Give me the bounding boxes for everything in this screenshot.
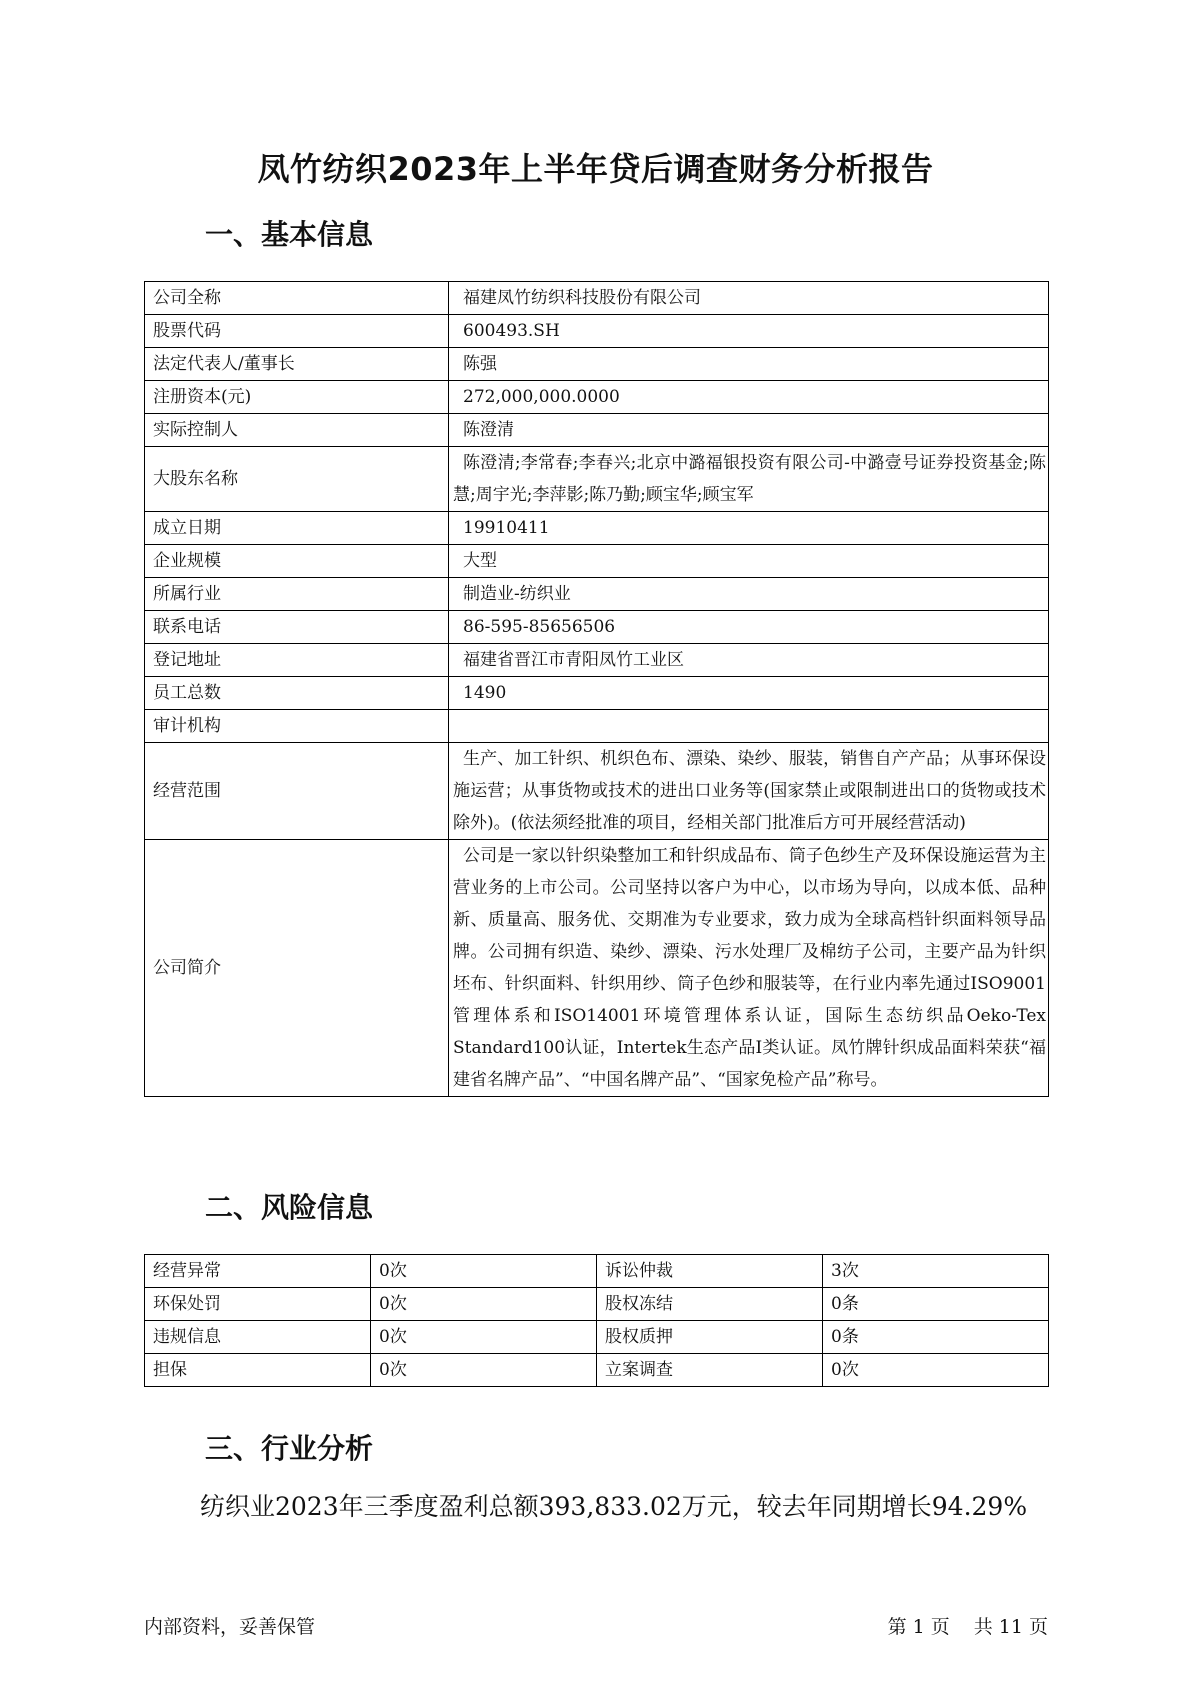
footer-confidential-note: 内部资料，妥善保管 [144, 1616, 316, 1638]
row-label: 员工总数 [145, 677, 449, 710]
table-row [145, 282, 1049, 315]
row-value: 1490 [449, 677, 1049, 710]
risk-value: 0次 [371, 1354, 597, 1387]
row-label: 审计机构 [145, 710, 449, 743]
row-label: 联系电话 [145, 611, 449, 644]
table-row [145, 840, 1049, 1097]
row-label: 股票代码 [145, 315, 449, 348]
row-value: 制造业-纺织业 [449, 578, 1049, 611]
table-row [145, 644, 1049, 677]
risk-label: 立案调查 [597, 1354, 823, 1387]
table-row [145, 512, 1049, 545]
table-row [145, 545, 1049, 578]
table-row [145, 414, 1049, 447]
row-value: 600493.SH [449, 315, 1049, 348]
row-value [449, 710, 1049, 743]
table-row [145, 1255, 1049, 1288]
row-value: 陈澄清 [449, 414, 1049, 447]
row-value: 陈强 [449, 348, 1049, 381]
table-row [145, 447, 1049, 512]
risk-label: 股权质押 [597, 1321, 823, 1354]
table-row [145, 315, 1049, 348]
table-row [145, 1321, 1049, 1354]
table-row [145, 381, 1049, 414]
row-label: 企业规模 [145, 545, 449, 578]
row-value: 陈澄清;李常春;李春兴;北京中潞福银投资有限公司-中潞壹号证券投资基金;陈慧;周宇光;李萍影;陈乃勤;顾宝华;顾宝军 [449, 447, 1049, 512]
current-page: 1 [912, 1616, 925, 1638]
row-label: 公司全称 [145, 282, 449, 315]
row-label: 成立日期 [145, 512, 449, 545]
industry-paragraph: 纺织业2023年三季度盈利总额393,833.02万元，较去年同期增长94.29% [200, 1492, 1028, 1521]
row-value: 福建省晋江市青阳凤竹工业区 [449, 644, 1049, 677]
report-title: 凤竹纺织2023年上半年贷后调查财务分析报告 [257, 150, 934, 188]
table-row [145, 348, 1049, 381]
total-prefix: 共 [973, 1616, 993, 1638]
risk-value: 0次 [823, 1354, 1049, 1387]
risk-value: 0次 [371, 1255, 597, 1288]
row-label: 经营范围 [145, 743, 449, 840]
risk-label: 经营异常 [145, 1255, 371, 1288]
table-row [145, 710, 1049, 743]
section-heading-basic-info: 一、基本信息 [205, 218, 374, 251]
row-label: 所属行业 [145, 578, 449, 611]
risk-label: 环保处罚 [145, 1288, 371, 1321]
basic-info-table [144, 281, 1049, 1097]
table-row [145, 1288, 1049, 1321]
row-value: 272,000,000.0000 [449, 381, 1049, 414]
row-value: 19910411 [449, 512, 1049, 545]
risk-label: 担保 [145, 1354, 371, 1387]
section-heading-industry-analysis: 三、行业分析 [205, 1432, 374, 1465]
risk-value: 0条 [823, 1288, 1049, 1321]
row-value: 生产、加工针织、机织色布、漂染、染纱、服装，销售自产产品；从事环保设施运营；从事货物或技术的进出口业务等(国家禁止或限制进出口的货物或技术除外)。(依法须经批准的项目，经相关部门批准后方可开展经营活动) [449, 743, 1049, 840]
risk-info-table [144, 1254, 1049, 1387]
risk-value: 0条 [823, 1321, 1049, 1354]
table-row [145, 743, 1049, 840]
row-value: 公司是一家以针织染整加工和针织成品布、筒子色纱生产及环保设施运营为主营业务的上市公司。公司坚持以客户为中心，以市场为导向，以成本低、品种新、质量高、服务优、交期准为专业要求，致力成为全球高档针织面料领导品牌。公司拥有织造、染纱、漂染、污水处理厂及棉纺子公司，主要产品为针织坯布、针织面料、针织用纱、筒子色纱和服装等，在行业内率先通过ISO9001管理体系和ISO14001环境管理体系认证，国际生态纺织品Oeko-Tex Standard100认证，Intertek生态产品I类认证。凤竹牌针织成品面料荣获“福建省名牌产品”、“中国名牌产品”、“国家免检产品”称号。 [449, 840, 1049, 1097]
row-label: 注册资本(元) [145, 381, 449, 414]
row-label: 法定代表人/董事长 [145, 348, 449, 381]
table-row [145, 611, 1049, 644]
page-number [882, 1612, 1048, 1639]
row-label: 大股东名称 [145, 447, 449, 512]
page-unit: 页 [930, 1616, 950, 1638]
row-label: 登记地址 [145, 644, 449, 677]
risk-label: 违规信息 [145, 1321, 371, 1354]
page-prefix: 第 [887, 1616, 907, 1638]
risk-label: 诉讼仲裁 [597, 1255, 823, 1288]
total-pages: 11 [998, 1616, 1023, 1638]
row-value: 福建凤竹纺织科技股份有限公司 [449, 282, 1049, 315]
row-label: 公司简介 [145, 840, 449, 1097]
row-value: 86-595-85656506 [449, 611, 1049, 644]
total-unit: 页 [1028, 1616, 1048, 1638]
table-row [145, 578, 1049, 611]
risk-value: 3次 [823, 1255, 1049, 1288]
table-row [145, 1354, 1049, 1387]
section-heading-risk-info: 二、风险信息 [205, 1191, 374, 1224]
risk-value: 0次 [371, 1288, 597, 1321]
risk-value: 0次 [371, 1321, 597, 1354]
table-row [145, 677, 1049, 710]
row-value: 大型 [449, 545, 1049, 578]
row-label: 实际控制人 [145, 414, 449, 447]
risk-label: 股权冻结 [597, 1288, 823, 1321]
